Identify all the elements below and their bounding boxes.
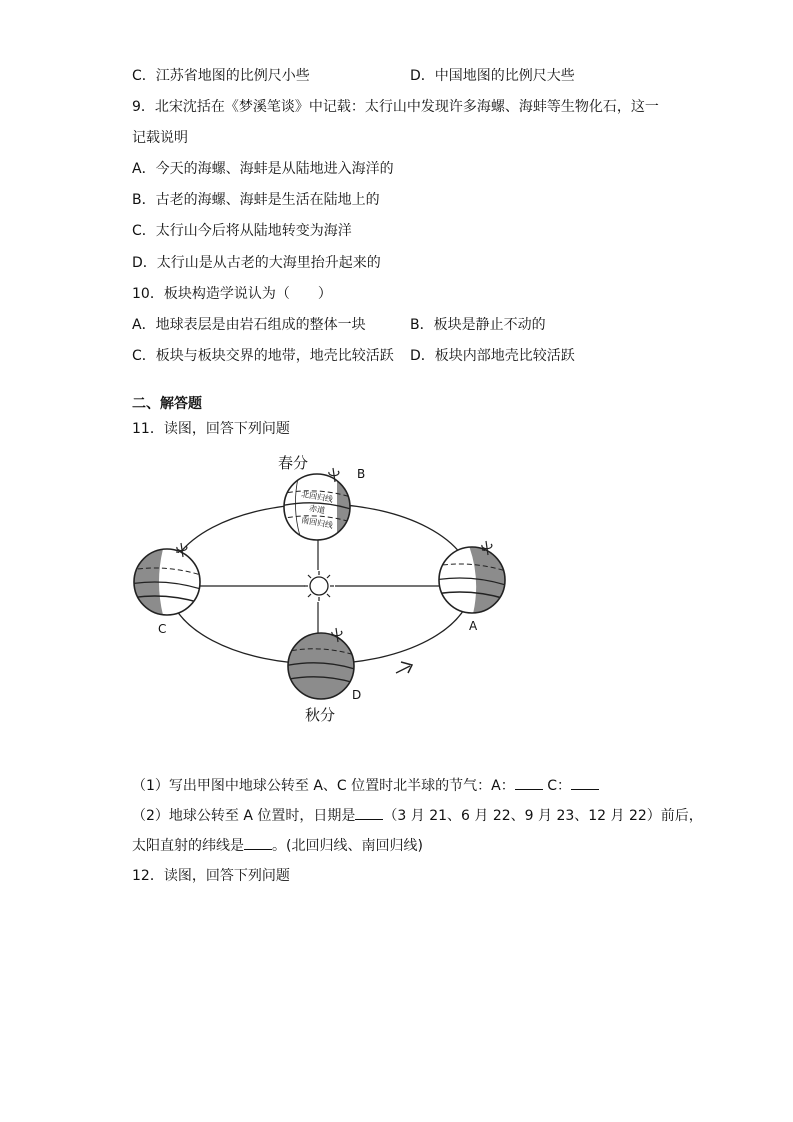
q11-subquestion-2-line2 [132,835,423,856]
position-a-label: A [469,619,478,633]
q9-stem-line2: 记载说明 [132,130,188,146]
q11-subquestion-1 [132,775,599,796]
answer-blank-latitude[interactable] [244,835,272,850]
q11-sub2-suffix: （3 月 21、6 月 22、9 月 23、12 月 22）前后， [383,808,703,824]
q11-subquestion-2-line1 [132,805,703,826]
q11-sub2-line2-suffix: 。(北回归线、南回归线) [272,838,423,854]
answer-blank-c[interactable] [571,775,599,790]
q10-option-b: B．板块是静止不动的 [410,317,546,333]
q11-sub1-mid: C： [547,778,571,794]
position-c-label: C [158,622,167,636]
autumn-equinox-label: 秋分 [305,706,336,724]
tropic-south-label: 南回归线 [300,515,334,531]
q9-option-d: D．太行山是从古老的大海里抬升起来的 [132,255,381,271]
position-d-label: D [352,688,362,702]
q10-stem: 10．板块构造学说认为（ ） [132,286,332,302]
earth-b [280,468,357,548]
q9-option-b: B．古老的海螺、海蚌是生活在陆地上的 [132,192,380,208]
answer-blank-date[interactable] [355,805,383,820]
q11-sub2-prefix: （2）地球公转至 A 位置时，日期是 [132,808,356,824]
earth-c [130,543,204,619]
q9-option-a: A．今天的海螺、海蚌是从陆地进入海洋的 [132,161,394,177]
sun-icon [304,571,334,601]
q9-option-c: C．太行山今后将从陆地转变为海洋 [132,223,352,239]
q8-option-c: C．江苏省地图的比例尺小些 [132,68,310,84]
section-heading: 二、解答题 [132,396,202,412]
orbit-direction-arrow [396,662,412,673]
q8-option-d: D．中国地图的比例尺大些 [410,68,575,84]
q9-stem-line1: 9．北宋沈括在《梦溪笔谈》中记载：太行山中发现许多海螺、海蚌等生物化石，这一 [132,99,659,115]
q10-option-c: C．板块与板块交界的地带，地壳比较活跃 [132,348,394,364]
earth-orbit-diagram [120,448,520,730]
q11-sub2-line2-prefix: 太阳直射的纬线是 [132,838,244,854]
equator-label: 赤道 [308,503,326,516]
answer-blank-a[interactable] [515,775,543,790]
earth-d [284,628,358,699]
tropic-north-label: 北回归线 [300,489,334,505]
position-b-label: B [357,467,366,481]
q12-stem: 12．读图，回答下列问题 [132,868,290,884]
q11-stem: 11．读图，回答下列问题 [132,421,290,437]
spring-equinox-label: 春分 [278,454,309,472]
q10-option-d: D．板块内部地壳比较活跃 [410,348,575,364]
q11-sub1-prefix: （1）写出甲图中地球公转至 A、C 位置时北半球的节气：A： [132,778,515,794]
earth-a [435,541,510,618]
q10-option-a: A．地球表层是由岩石组成的整体一块 [132,317,366,333]
